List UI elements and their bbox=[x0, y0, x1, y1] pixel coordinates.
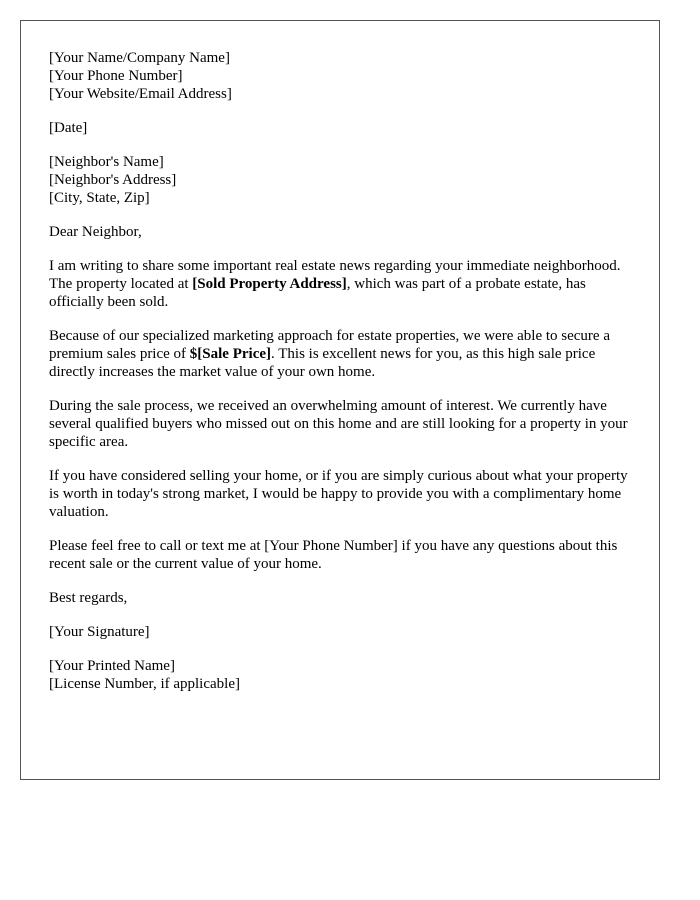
paragraph-1-before: I am writing to share some important real estate news regarding your immediate neighborhood. The property located at bbox=[49, 258, 621, 292]
salutation-block bbox=[49, 223, 634, 241]
sender-phone: [Your Phone Number] bbox=[49, 68, 183, 84]
paragraph-2 bbox=[49, 327, 634, 381]
date-block bbox=[49, 119, 634, 137]
paragraph-5: Please feel free to call or text me at [Your Phone Number] if you have any questions about this recent sale or the current value of your home. bbox=[49, 538, 618, 572]
signature: [Your Signature] bbox=[49, 624, 150, 640]
sale-price: $[Sale Price] bbox=[189, 346, 272, 362]
recipient-city: [City, State, Zip] bbox=[49, 190, 150, 206]
recipient-name: [Neighbor's Name] bbox=[49, 154, 164, 170]
paragraph-2-after: . This is excellent news for you, as this high sale price directly increases the market value of your own home. bbox=[49, 346, 596, 380]
closing-block bbox=[49, 589, 634, 607]
sender-block bbox=[49, 49, 634, 103]
printed-name: [Your Printed Name] bbox=[49, 658, 175, 674]
paragraph-2-before: Because of our specialized marketing approach for estate properties, we were able to secure a premium sales price of bbox=[49, 328, 610, 362]
sender-web: [Your Website/Email Address] bbox=[49, 86, 232, 102]
paragraph-1-after: , which was part of a probate estate, has officially been sold. bbox=[49, 276, 586, 310]
paragraph-4: If you have considered selling your home, or if you are simply curious about what your property is worth in today's strong market, I would be happy to provide you with a complimentary home valuation. bbox=[49, 468, 628, 520]
letter-body bbox=[49, 49, 634, 709]
recipient-block bbox=[49, 153, 634, 207]
salutation: Dear Neighbor, bbox=[49, 224, 142, 240]
paragraph-1 bbox=[49, 257, 634, 311]
license-number: [License Number, if applicable] bbox=[49, 676, 240, 692]
letter-date: [Date] bbox=[49, 120, 88, 136]
sender-name: [Your Name/Company Name] bbox=[49, 50, 230, 66]
recipient-address: [Neighbor's Address] bbox=[49, 172, 177, 188]
sold-property-address: [Sold Property Address] bbox=[192, 276, 347, 292]
letter-page bbox=[20, 20, 660, 780]
closing: Best regards, bbox=[49, 590, 128, 606]
paragraph-3: During the sale process, we received an overwhelming amount of interest. We currently have several qualified buyers who missed out on this home and are still looking for a property in your specific area. bbox=[49, 398, 628, 450]
signature-block bbox=[49, 623, 634, 641]
printed-name-block bbox=[49, 657, 634, 693]
